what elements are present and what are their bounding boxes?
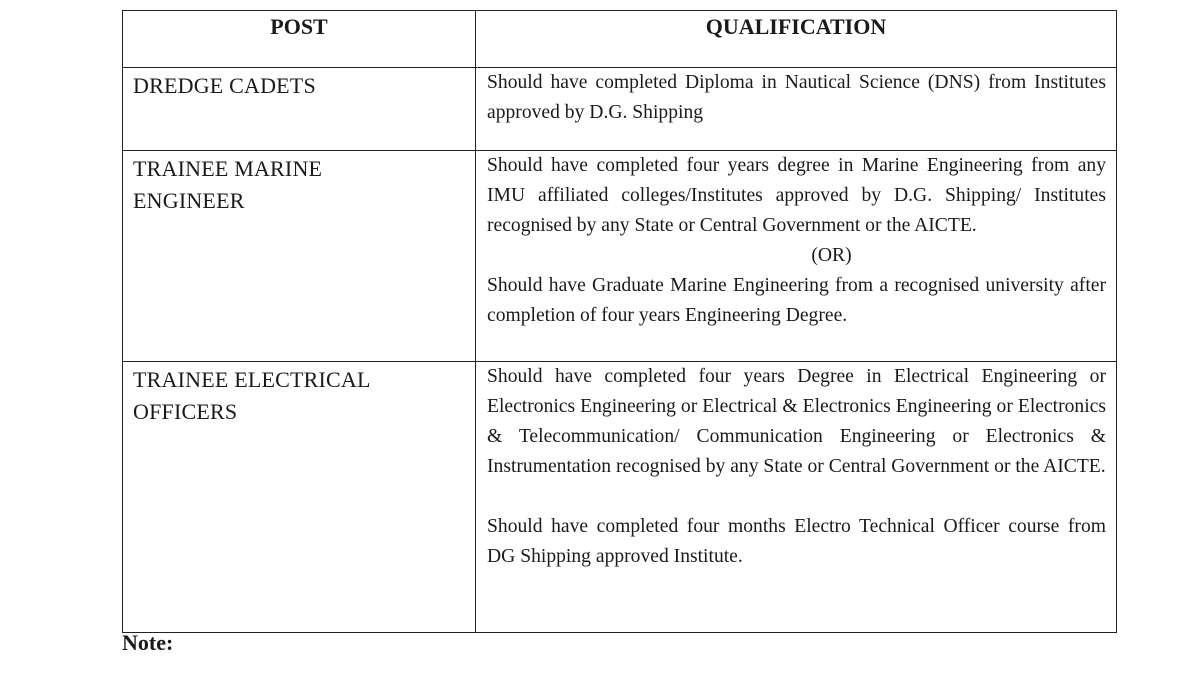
table-header-row	[123, 11, 1117, 68]
qualification-column-header: QUALIFICATION	[476, 11, 1117, 68]
post-name-line: TRAINEE ELECTRICAL	[133, 367, 371, 392]
qualification-cell-trainee-marine-engineer	[476, 151, 1117, 362]
post-cell-trainee-marine-engineer	[123, 151, 476, 362]
qualification-text: Should have completed four years Degree in Electrical Engineering or Electronics Engineering or Electrical & Electronics Engineering or Electronics & Telecommunication/ Communication Engineering or Electronics & Instrumentation recognised by any State or Central Government or the AICTE.	[487, 366, 1106, 477]
qualification-cell-dredge-cadets	[476, 68, 1117, 151]
qualification-text: Should have completed four years degree in Marine Engineering from any IMU affiliated colleges/Institutes approved by D.G. Shipping/ Institutes recognised by any State or Central Government or the AICTE.	[487, 155, 1106, 236]
post-name-line: ENGINEER	[133, 188, 245, 213]
qualification-text: Should have completed Diploma in Nautical Science (DNS) from Institutes approved by D.G. Shipping	[487, 72, 1106, 123]
qualification-cell-trainee-electrical-officers	[476, 362, 1117, 633]
note-label: Note:	[122, 630, 174, 655]
table-row	[123, 151, 1117, 362]
post-name-line: OFFICERS	[133, 399, 238, 424]
qualification-text: Should have Graduate Marine Engineering from a recognised university after completion of four years Engineering Degree.	[487, 275, 1106, 326]
post-column-header: POST	[123, 11, 476, 68]
post-cell-dredge-cadets	[123, 68, 476, 151]
table-row	[123, 68, 1117, 151]
or-separator: (OR)	[811, 245, 852, 266]
post-name-line: DREDGE CADETS	[133, 73, 316, 98]
qualification-text: Should have completed four months Electro Technical Officer course from DG Shipping approved Institute.	[487, 516, 1106, 567]
post-cell-trainee-electrical-officers	[123, 362, 476, 633]
paragraph-gap	[487, 482, 1106, 512]
post-name-line: TRAINEE MARINE	[133, 156, 323, 181]
qualification-table	[122, 10, 1117, 633]
table-row	[123, 362, 1117, 633]
